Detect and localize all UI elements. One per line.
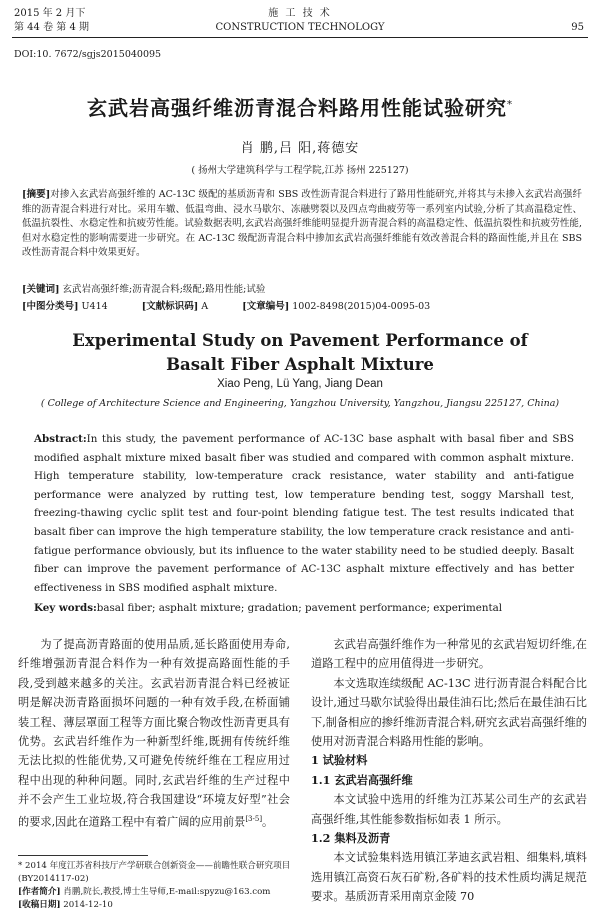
title-cn-text: 玄武岩高强纤维沥青混合料路用性能试验研究 [87, 96, 507, 120]
footnote-rule [18, 855, 148, 856]
abstract-cn [22, 188, 582, 261]
body-paragraph: 本文选取连续级配 AC-13C 进行沥青混合料配合比设计,通过马歇尔试验得出最佳油石比;然后在最佳油石比下,制备相应的掺纤维沥青混合料,研究玄武岩高强纤维的使用对沥青混合料路用性能的影响。 [311, 676, 587, 749]
doc-code-value: A [201, 301, 209, 312]
article-number-label: [文章编号] [242, 301, 290, 312]
header-page-number: 95 [571, 22, 584, 33]
citation-ref: [3-5] [245, 814, 263, 823]
footnote-author [18, 886, 298, 899]
authors-en: Xiao Peng, Lü Yang, Jiang Dean [217, 378, 383, 390]
abstract-cn-label: [摘要] [22, 189, 51, 200]
section-heading-1: 1 试验材料 [311, 753, 368, 768]
header-journal-en: CONSTRUCTION TECHNOLOGY [215, 22, 385, 33]
keywords-en-text: basal fiber; asphalt mixture; gradation; pavement performance; experimental [96, 602, 503, 614]
section-heading-1-2: 1.2 集料及沥青 [311, 831, 391, 846]
body-paragraph: 本文试验中选用的纤维为江苏某公司生产的玄武岩高强纤维,其性能参数指标如表 1 所示。 [311, 793, 587, 826]
footnote-fund: * 2014 年度江苏省科技厅产学研联合创新资金——前瞻性联合研究项目(BY2014117-02) [18, 861, 291, 884]
abstract-en [34, 430, 574, 597]
title-footnote-mark: * [507, 99, 513, 111]
footnote-received-text: 2014-12-10 [63, 900, 113, 910]
body-column-left [18, 635, 290, 832]
header-rule [12, 37, 588, 38]
keywords-cn-label: [关键词] [22, 284, 60, 295]
title-en [0, 329, 600, 377]
footnote-author-label: [作者简介] [18, 887, 61, 897]
header-date: 2015 年 2 月下 [14, 8, 86, 19]
keywords-en [34, 600, 574, 616]
abstract-cn-text: 对掺入玄武岩高强纤维的 AC-13C 级配的基质沥青和 SBS 改性沥青混合料进行了路用性能研究,并将其与未掺入玄武岩高强纤维的沥青混合料进行对比。采用车辙、低温弯曲、浸水马歇尔、冻融劈裂以及四点弯曲疲劳等一系列室内试验,分析了其高温稳定性、低温抗裂性、水稳定性和抗疲劳性能。试验数据表明,玄武岩高强纤维能明显提升沥青混合料的高温稳定性、低温抗裂性和抗疲劳性能,但对水稳定性的影响需要进一步研究。在 AC-13C 级配沥青混合料中掺加玄武岩高强纤维能有效改善混合料的路面性能,并且在 SBS 改性沥青混合料中效果更好。 [22, 189, 582, 258]
authors-cn: 肖 鹏,吕 阳,蒋德安 [240, 141, 360, 156]
body-column-right [311, 635, 587, 907]
section-heading-1-1: 1.1 玄武岩高强纤维 [311, 772, 413, 787]
clc-label: [中图分类号] [22, 301, 79, 312]
abstract-en-label: Abstract: [34, 433, 87, 445]
footnote-received-label: [收稿日期] [18, 900, 61, 910]
doc-code-label: [文献标识码] [141, 301, 199, 312]
footnote-author-text: 肖鹏,院长,教授,博士生导师,E-mail:spyzu@163.com [63, 887, 271, 897]
article-number-value: 1002-8498(2015)04-0095-03 [292, 301, 431, 312]
footnotes [18, 860, 298, 912]
body-paragraph: 本文试验集料选用镇江茅迪玄武岩粗、细集料,填料选用镇江高资石灰石矿粉,各矿料的技术性质均满足规范要求。基质沥青采用南京金陵 70 [311, 851, 587, 904]
title-cn [0, 92, 600, 121]
keywords-en-label: Key words: [34, 602, 97, 614]
keywords-cn-text: 玄武岩高强纤维;沥青混合料;级配;路用性能;试验 [62, 284, 266, 295]
body-paragraph [18, 635, 290, 832]
affiliation-cn: ( 扬州大学建筑科学与工程学院,江苏 扬州 225127) [191, 165, 409, 176]
intro-end: 。 [262, 815, 274, 829]
footnote-received [18, 899, 298, 912]
header-journal-cn: 施 工 技 术 [268, 8, 332, 19]
classification-row [22, 300, 430, 314]
keywords-cn [22, 283, 582, 297]
intro-text: 为了提高沥青路面的使用品质,延长路面使用寿命,纤维增强沥青混合料作为一种有效提高路面性能的手段,受到越来越多的关注。玄武岩沥青混合料已经被证明是解决沥青路面损坏问题的一种有效手段,在桥面铺装工程、薄层罩面工程等方面比聚合物改性沥青更具有优势。玄武岩纤维作为一种新型纤维,既拥有传统纤维无法比拟的性能优势,又可避免传统纤维在工程应用过程中出现的种种问题。同时,玄武岩纤维的生产过程中并不会产生工业垃圾,符合我国建设“环境友好型”社会的要求,因此在道路工程中有着广阔的应用前景 [18, 638, 290, 829]
abstract-en-text: In this study, the pavement performance of AC-13C base asphalt with basal fiber and SBS modified asphalt mixture mixed basalt fiber was studied and compared with common asphalt mixture. High temperature stability, low-temperature crack resistance, water stability and anti-fatigue performance were analyzed by rutting test, low temperature bending test, soggy Marshall test, freezing-thawing cyclic split test and four-point blending fatigue test. The test results indicated that basalt fiber can improve the high temperature stability, the low temperature crack resistance and anti-fatigue performance obviously, but its influence to the water stability need to be studied deeply. Basalt fiber can improve the pavement performance of AC-13C asphalt mixture effectively and has better effectiveness in SBS modified asphalt mixture. [34, 433, 574, 594]
title-en-line2: Basalt Fiber Asphalt Mixture [166, 355, 434, 374]
clc-value: U414 [81, 301, 108, 312]
doi: DOI:10. 7672/sgjs2015040095 [14, 49, 162, 60]
header-volume: 第 44 卷 第 4 期 [14, 22, 89, 33]
affiliation-en: ( College of Architecture Science and Engineering, Yangzhou University, Yangzhou, Jiangsu 225127, China) [40, 398, 560, 409]
title-en-line1: Experimental Study on Pavement Performance of [72, 331, 528, 350]
body-paragraph: 玄武岩高强纤维作为一种常见的玄武岩短切纤维,在道路工程中的应用值得进一步研究。 [311, 638, 587, 671]
